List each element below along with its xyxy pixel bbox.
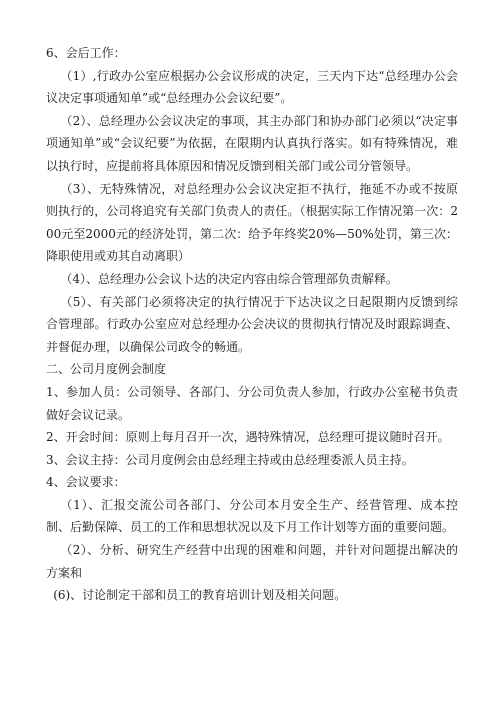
paragraph-item-1: （1）,行政办公室应根据办公会议形成的决定，三天内下达“总经理办公会议决定事项通知单”或“总经理办公会议纪要”。 xyxy=(46,68,458,106)
paragraph-participants: 1、参加人员：公司领导、各部门、分公司负责人参加，行政办公室秘书负责做好会议记录。 xyxy=(46,384,458,422)
paragraph-meeting-host: 3、会议主持：公司月度例会由总经理主持或由总经理委派人员主持。 xyxy=(46,452,414,467)
paragraph-meeting-requirements: 4、会议要求： xyxy=(46,475,126,490)
section-heading-monthly-meeting: 二、公司月度例会制度 xyxy=(46,362,167,377)
paragraph-requirement-6: (6)、讨论制定干部和员工的教育培训计划及相关问题。 xyxy=(53,588,347,603)
document-body xyxy=(46,42,458,607)
section-heading-post-meeting: 6、会后工作： xyxy=(46,46,126,60)
paragraph-item-3: （3）、无特殊情况，对总经理办公会议决定拒不执行，拖延不办或不按原则执行的，公司将追究有关部门负责人的责任。（根据实际工作情况第一次：200元至2000元的经济处罚，第二次：给予年终奖20%—50%处罚，第三次：降职使用或劝其自动离职） xyxy=(46,181,458,264)
paragraph-item-2: （2）、总经理办公会议决定的事项，其主办部门和协办部门必须以“决定事项通知单”或“会议纪要”为依据，在限期内认真执行落实。如有特殊情况，难以执行时，应提前将具体原因和情况反馈到相关部门或公司分管领导。 xyxy=(46,113,458,173)
paragraph-requirement-1: （1）、汇报交流公司各部门、分公司本月安全生产、经营管理、成本控制、后勤保障、员工的工作和思想状况以及下月工作计划等方面的重要问题。 xyxy=(46,497,458,535)
paragraph-meeting-time: 2、开会时间：原则上每月召开一次，遇特殊情况，总经理可提议随时召开。 xyxy=(46,430,450,445)
paragraph-requirement-2: （2）、分析、研究生产经营中出现的困难和问题，并针对问题提出解决的方案和 xyxy=(46,543,458,580)
paragraph-item-4: （4）、总经理办公会议卜达的决定内容由综合管理部负责解释。 xyxy=(60,271,399,286)
paragraph-item-5: （5）、有关部门必须将决定的执行情况于下达决议之日起限期内反馈到综合管理部。行政办公室应对总经理办公会决议的贯彻执行情况及时跟踪调查、并督促办理，以确保公司政令的畅通。 xyxy=(46,294,458,354)
